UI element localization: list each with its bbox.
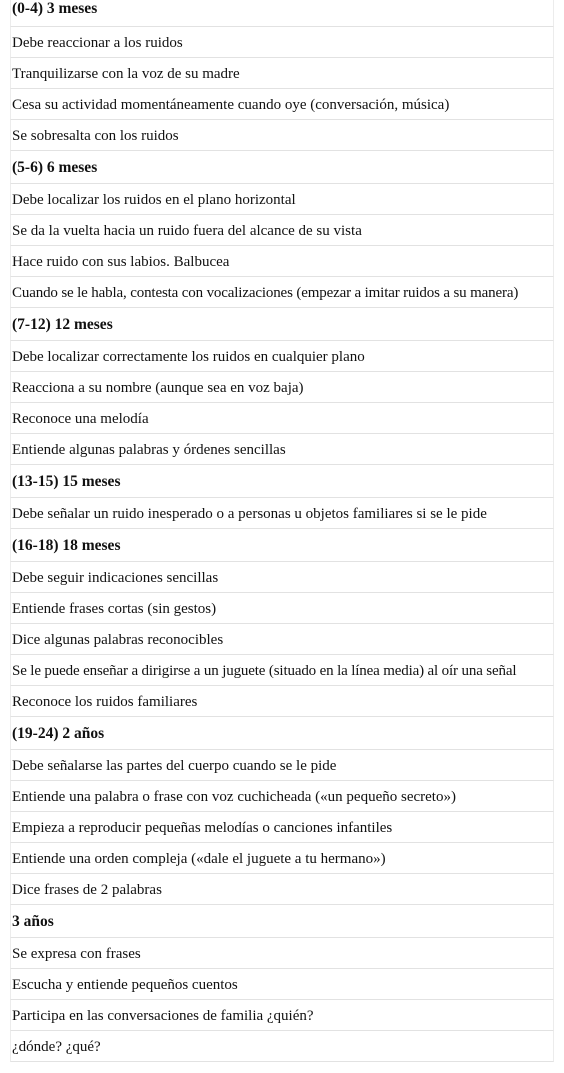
table-row: Dice frases de 2 palabras <box>10 874 554 905</box>
section-heading: (5-6) 6 meses <box>10 151 554 184</box>
section-heading: (16-18) 18 meses <box>10 529 554 562</box>
table-row: Se le puede enseñar a dirigirse a un juguete (situado en la línea media) al oír una señal <box>10 655 554 686</box>
table-row: Entiende algunas palabras y órdenes sencillas <box>10 434 554 465</box>
table-row: Participa en las conversaciones de familia ¿quién? <box>10 1000 554 1031</box>
table-row: Debe señalar un ruido inesperado o a personas u objetos familiares si se le pide <box>10 498 554 529</box>
table-row: Empieza a reproducir pequeñas melodías o canciones infantiles <box>10 812 554 843</box>
table-row: Reconoce los ruidos familiares <box>10 686 554 717</box>
section-heading: (19-24) 2 años <box>10 717 554 750</box>
table-row: Entiende frases cortas (sin gestos) <box>10 593 554 624</box>
table-row: Escucha y entiende pequeños cuentos <box>10 969 554 1000</box>
table-row: Se da la vuelta hacia un ruido fuera del alcance de su vista <box>10 215 554 246</box>
table-row: Debe señalarse las partes del cuerpo cuando se le pide <box>10 750 554 781</box>
table-row: Reconoce una melodía <box>10 403 554 434</box>
table-row: Entiende una palabra o frase con voz cuchicheada («un pequeño secreto») <box>10 781 554 812</box>
table-row: Tranquilizarse con la voz de su madre <box>10 58 554 89</box>
table-row: Debe seguir indicaciones sencillas <box>10 562 554 593</box>
table-row: Cuando se le habla, contesta con vocalizaciones (empezar a imitar ruidos a su manera) <box>10 277 554 308</box>
table-row: Debe localizar los ruidos en el plano horizontal <box>10 184 554 215</box>
table-row: ¿dónde? ¿qué? <box>10 1031 554 1062</box>
table-row: Debe localizar correctamente los ruidos en cualquier plano <box>10 341 554 372</box>
table-row: Dice algunas palabras reconocibles <box>10 624 554 655</box>
section-heading: (13-15) 15 meses <box>10 465 554 498</box>
table-row: Reacciona a su nombre (aunque sea en voz baja) <box>10 372 554 403</box>
table-row: Se sobresalta con los ruidos <box>10 120 554 151</box>
section-heading: (7-12) 12 meses <box>10 308 554 341</box>
table-row: Se expresa con frases <box>10 938 554 969</box>
table-row: Hace ruido con sus labios. Balbucea <box>10 246 554 277</box>
table-row: Debe reaccionar a los ruidos <box>10 27 554 58</box>
section-heading: 3 años <box>10 905 554 938</box>
table-row: Cesa su actividad momentáneamente cuando oye (conversación, música) <box>10 89 554 120</box>
section-heading: (0-4) 3 meses <box>10 0 554 27</box>
table-row: Entiende una orden compleja («dale el juguete a tu hermano») <box>10 843 554 874</box>
milestones-table <box>10 0 554 1062</box>
